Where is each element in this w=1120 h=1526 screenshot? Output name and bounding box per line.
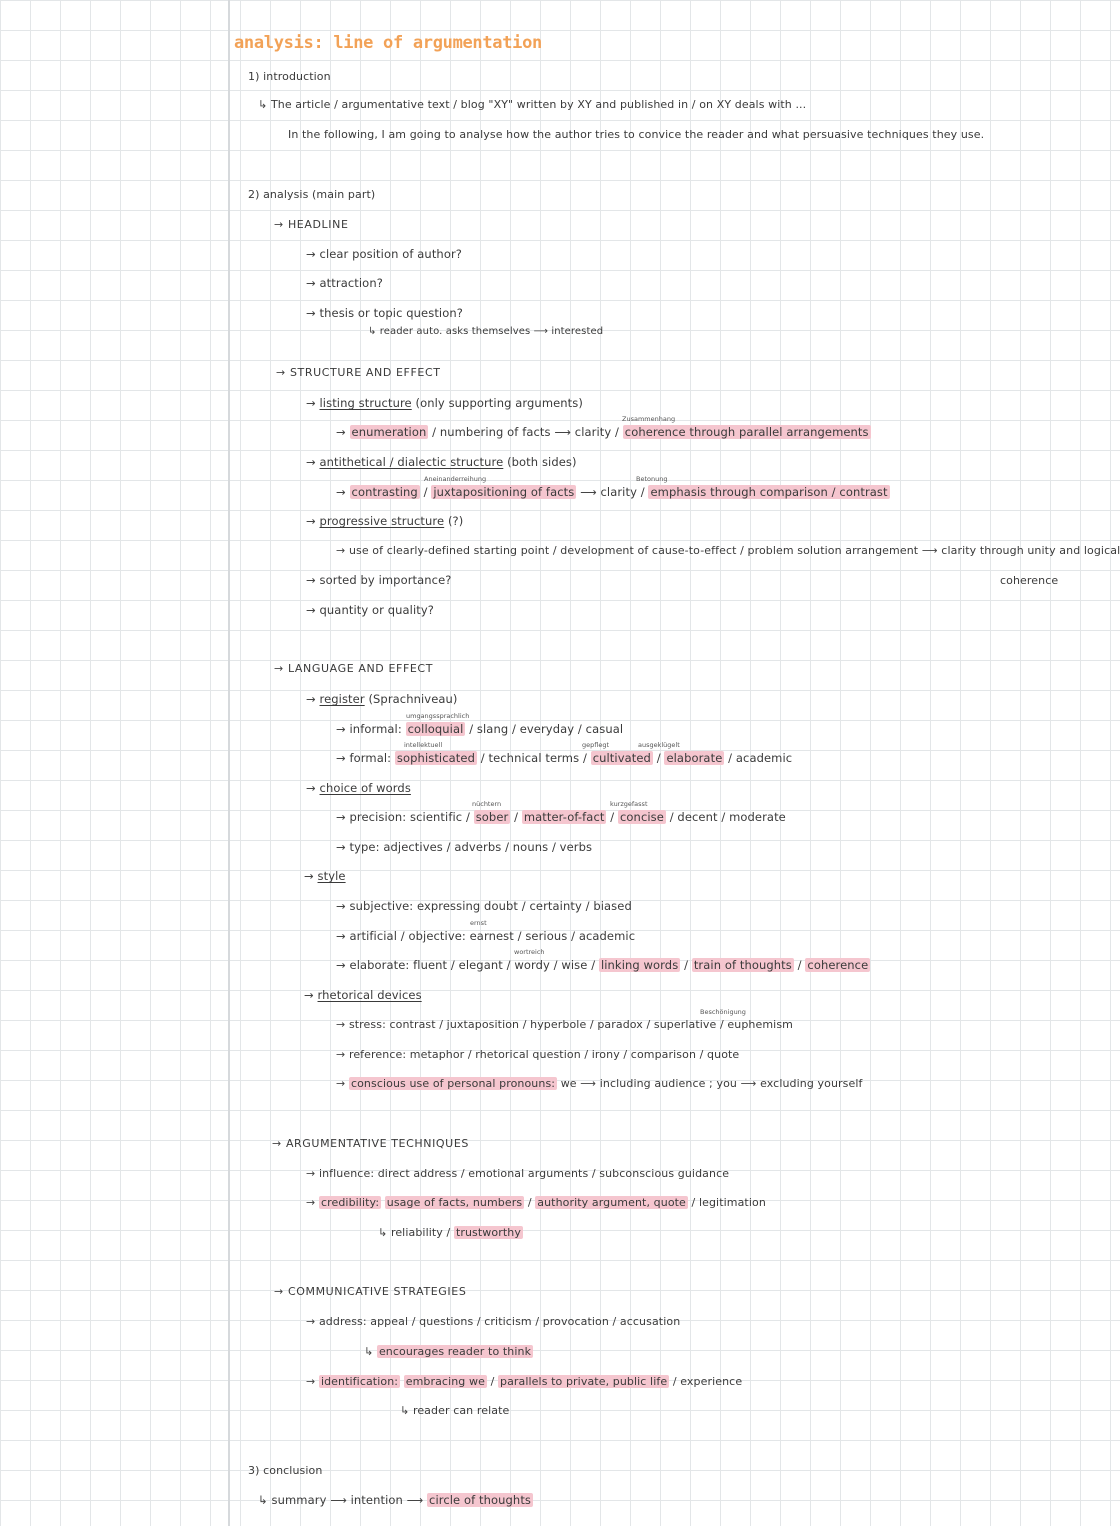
arrow-icon: → xyxy=(276,366,286,379)
highlight-encourages-reader: encourages reader to think xyxy=(378,1345,532,1358)
type-rest: adjectives / adverbs / nouns / verbs xyxy=(383,840,593,854)
artificial-text: artificial / objective: earnest / serious / academic xyxy=(349,929,636,943)
informal-label: informal: xyxy=(349,722,402,736)
section-heading-conclusion: 3) conclusion xyxy=(248,1464,323,1477)
excluding-yourself: excluding yourself xyxy=(760,1077,863,1090)
arrow-icon: → xyxy=(336,751,346,765)
highlight-authority-argument: authority argument, quote xyxy=(537,1196,686,1209)
identification-sub-line xyxy=(400,1402,509,1420)
quantity-line xyxy=(306,601,434,619)
antithetical-effect-line xyxy=(336,483,890,501)
register-formal-line xyxy=(336,749,792,767)
progressive-result: clarity through unity and logical xyxy=(941,544,1120,557)
progressive-paren: (?) xyxy=(447,514,464,528)
arrow-icon: → xyxy=(304,869,314,883)
progressive-text: use of clearly-defined starting point / development of cause-to-effect / problem solution arrangement xyxy=(348,544,919,557)
translation-note: intellektuell xyxy=(404,741,443,749)
arrow-icon: → xyxy=(336,810,346,824)
stress-line xyxy=(336,1016,793,1034)
section-heading-analysis: 2) analysis (main part) xyxy=(248,188,376,201)
argumentative-heading xyxy=(272,1135,469,1153)
arrow-icon: → xyxy=(304,988,314,1002)
highlight-matter-of-fact: matter-of-fact xyxy=(523,810,605,824)
language-label: LANGUAGE AND EFFECT xyxy=(287,662,434,675)
type-label: type: xyxy=(349,840,380,854)
hook-arrow-icon: ↳ xyxy=(400,1404,410,1417)
headline-item-text: clear position of author? xyxy=(319,247,462,261)
highlight-identification: identification: xyxy=(320,1375,399,1388)
progressive-effect-line xyxy=(336,542,1120,560)
long-arrow-icon: ⟶ xyxy=(580,1077,597,1090)
influence-text: influence: direct address / emotional arguments / subconscious guidance xyxy=(318,1167,730,1180)
translation-note: Zusammenhang xyxy=(622,415,676,423)
communicative-heading xyxy=(274,1283,466,1301)
highlight-credibility: credibility: xyxy=(320,1196,380,1209)
headline-sub-result: interested xyxy=(551,326,604,337)
choice-of-words-line xyxy=(306,779,411,797)
structure-heading xyxy=(276,364,441,382)
hook-arrow-icon: ↳ xyxy=(364,1345,374,1358)
subjective-line xyxy=(336,897,632,915)
listing-clarity: clarity / xyxy=(574,425,619,439)
arrow-icon: → xyxy=(306,396,316,410)
credibility-rest: / legitimation xyxy=(691,1196,766,1209)
precision-rest: / decent / moderate xyxy=(669,810,786,824)
pronoun-you: you xyxy=(716,1077,737,1090)
highlight-usage-of-facts: usage of facts, numbers xyxy=(386,1196,523,1209)
highlight-personal-pronouns: conscious use of personal pronouns: xyxy=(350,1077,556,1090)
arrow-icon: → xyxy=(306,1167,316,1180)
structure-label: STRUCTURE AND EFFECT xyxy=(289,366,441,379)
elaborate-text: elaborate: fluent / elegant / wordy / wise / xyxy=(349,958,596,972)
notebook-margin-line xyxy=(228,0,230,1526)
slash: / xyxy=(656,751,661,765)
intention-text: intention xyxy=(350,1493,403,1507)
summary-text: summary xyxy=(271,1493,327,1507)
translation-note: gepflegt xyxy=(582,741,610,749)
identification-line xyxy=(306,1373,742,1391)
highlight-sophisticated: sophisticated xyxy=(396,751,475,765)
sorted-text: sorted by importance? xyxy=(319,573,452,587)
arrow-icon: → xyxy=(306,603,316,617)
formal-mid: / technical terms / xyxy=(480,751,587,765)
headline-item xyxy=(306,274,383,292)
address-line xyxy=(306,1313,680,1331)
language-heading xyxy=(274,660,433,678)
page-title: analysis: line of argumentation xyxy=(234,33,542,53)
precision-label: precision: xyxy=(349,810,407,824)
slash: / xyxy=(490,1375,495,1388)
highlight-colloquial: colloquial xyxy=(407,722,464,736)
arrow-icon: → xyxy=(306,573,316,587)
highlight-coherence: coherence xyxy=(807,958,869,972)
long-arrow-icon: ⟶ xyxy=(554,425,571,439)
precision-line xyxy=(336,808,786,826)
rhetorical-devices-line xyxy=(304,986,422,1004)
section-heading-introduction: 1) introduction xyxy=(248,70,331,83)
translation-note: Aneinanderreihung xyxy=(424,475,487,483)
headline-item-text: thesis or topic question? xyxy=(319,306,463,320)
arrow-icon: → xyxy=(336,1048,346,1061)
hook-arrow-icon: ↳ xyxy=(258,98,268,111)
elaborate-line xyxy=(336,956,870,974)
register-paren: (Sprachniveau) xyxy=(368,692,458,706)
translation-note: Betonung xyxy=(636,475,668,483)
arrow-icon: → xyxy=(336,544,346,557)
headline-heading xyxy=(274,216,349,234)
arrow-icon: → xyxy=(336,1077,346,1090)
highlight-trustworthy: trustworthy xyxy=(455,1226,521,1239)
long-arrow-icon: ⟶ xyxy=(406,1493,424,1507)
headline-sub-text: reader auto. asks themselves xyxy=(379,326,531,337)
informal-rest: / slang / everyday / casual xyxy=(469,722,624,736)
type-line xyxy=(336,838,592,856)
listing-structure-paren: (only supporting arguments) xyxy=(415,396,583,410)
arrow-icon: → xyxy=(336,958,346,972)
headline-item xyxy=(306,304,463,322)
translation-note: Beschönigung xyxy=(700,1008,746,1016)
conclusion-line xyxy=(258,1491,533,1509)
formal-rest: / academic xyxy=(728,751,793,765)
style-title: style xyxy=(317,869,346,883)
arrow-icon: → xyxy=(274,218,284,231)
highlight-enumeration: enumeration xyxy=(351,425,427,439)
translation-note: nüchtern xyxy=(472,800,502,808)
including-audience: including audience ; xyxy=(599,1077,713,1090)
slash: / xyxy=(684,958,689,972)
arrow-icon: → xyxy=(336,840,346,854)
hook-arrow-icon: ↳ xyxy=(378,1226,388,1239)
arrow-icon: → xyxy=(306,1196,316,1209)
address-sub-line xyxy=(364,1343,533,1361)
precision-a: scientific / xyxy=(410,810,470,824)
headline-item-text: attraction? xyxy=(319,276,383,290)
translation-note: umgangssprachlich xyxy=(406,712,470,720)
hook-arrow-icon: ↳ xyxy=(258,1493,268,1507)
reliability-text: reliability / xyxy=(390,1226,451,1239)
register-line xyxy=(306,690,458,708)
artificial-line xyxy=(336,927,635,945)
slash: / xyxy=(527,1196,532,1209)
highlight-circle-of-thoughts: circle of thoughts xyxy=(429,1493,532,1507)
influence-line xyxy=(306,1165,729,1183)
slash: / xyxy=(610,810,615,824)
translation-note: ernst xyxy=(470,919,487,927)
arrow-icon: → xyxy=(336,425,346,439)
arrow-icon: → xyxy=(306,781,316,795)
listing-mid: / numbering of facts xyxy=(432,425,551,439)
arrow-icon: → xyxy=(306,306,316,320)
register-informal-line xyxy=(336,720,623,738)
highlight-concise: concise xyxy=(620,810,664,824)
arrow-icon: → xyxy=(306,455,316,469)
translation-note: ausgeklügelt xyxy=(638,741,680,749)
highlight-parallels: parallels to private, public life xyxy=(499,1375,668,1388)
highlight-cultivated: cultivated xyxy=(592,751,651,765)
rhetorical-title: rhetorical devices xyxy=(317,988,422,1002)
sorted-line xyxy=(306,571,451,589)
arrow-icon: → xyxy=(272,1137,282,1150)
arrow-icon: → xyxy=(274,662,284,675)
antithetical-title: antithetical / dialectic structure xyxy=(319,455,504,469)
communicative-label: COMMUNICATIVE STRATEGIES xyxy=(287,1285,467,1298)
listing-structure-line xyxy=(306,394,583,412)
highlight-emphasis: emphasis through comparison / contrast xyxy=(650,485,888,499)
highlight-juxtapositioning: juxtapositioning of facts xyxy=(433,485,575,499)
pronouns-line xyxy=(336,1075,863,1093)
arrow-icon: → xyxy=(306,247,316,261)
style-line xyxy=(304,867,346,885)
long-arrow-icon: ⟶ xyxy=(921,544,938,557)
intro-text-1: The article / argumentative text / blog "XY" written by XY and published in / on XY deals with ... xyxy=(270,98,807,111)
arrow-icon: → xyxy=(336,722,346,736)
intro-line-2: In the following, I am going to analyse how the author tries to convice the reader and what persuasive techniques they use. xyxy=(288,128,985,141)
argumentative-label: ARGUMENTATIVE TECHNIQUES xyxy=(285,1137,469,1150)
reference-line xyxy=(336,1046,739,1064)
arrow-icon: → xyxy=(336,899,346,913)
arrow-icon: → xyxy=(306,276,316,290)
arrow-icon: → xyxy=(306,1315,316,1328)
arrow-icon: → xyxy=(306,514,316,528)
arrow-icon: → xyxy=(306,1375,316,1388)
choice-title: choice of words xyxy=(319,781,411,795)
arrow-icon: → xyxy=(336,1018,346,1031)
quantity-text: quantity or quality? xyxy=(319,603,434,617)
progressive-result-cont: coherence xyxy=(1000,574,1059,587)
translation-note: kurzgefasst xyxy=(610,800,648,808)
address-text: address: appeal / questions / criticism / provocation / accusation xyxy=(318,1315,681,1328)
identification-rest: / experience xyxy=(672,1375,743,1388)
pronoun-we: we xyxy=(560,1077,577,1090)
highlight-contrasting: contrasting xyxy=(351,485,418,499)
stress-text: stress: contrast / juxtaposition / hyperbole / paradox / superlative / euphemism xyxy=(348,1018,793,1031)
hook-arrow-icon: ↳ xyxy=(368,326,377,337)
headline-item xyxy=(306,245,462,263)
headline-label: HEADLINE xyxy=(287,218,349,231)
slash: / xyxy=(423,485,428,499)
register-title: register xyxy=(319,692,365,706)
arrow-icon: → xyxy=(336,485,346,499)
long-arrow-icon: ⟶ xyxy=(330,1493,347,1507)
subjective-text: subjective: expressing doubt / certainty / biased xyxy=(349,899,632,913)
progressive-structure-line xyxy=(306,512,463,530)
highlight-elaborate: elaborate xyxy=(666,751,723,765)
long-arrow-icon: ⟶ xyxy=(533,326,549,337)
arrow-icon: → xyxy=(306,692,316,706)
listing-effect-line xyxy=(336,423,871,441)
highlight-sober: sober xyxy=(475,810,509,824)
highlight-train-of-thoughts: train of thoughts xyxy=(693,958,792,972)
arrow-icon: → xyxy=(274,1285,284,1298)
highlight-coherence: coherence through parallel arrangements xyxy=(624,425,869,439)
intro-line-1 xyxy=(258,96,806,114)
highlight-linking-words: linking words xyxy=(600,958,679,972)
antithetical-clarity: clarity / xyxy=(600,485,645,499)
credibility-line xyxy=(306,1194,766,1212)
formal-label: formal: xyxy=(349,751,392,765)
translation-note: wortreich xyxy=(514,948,545,956)
long-arrow-icon: ⟶ xyxy=(580,485,597,499)
slash: / xyxy=(514,810,519,824)
reference-text: reference: metaphor / rhetorical question / irony / comparison / quote xyxy=(348,1048,740,1061)
antithetical-structure-line xyxy=(306,453,577,471)
highlight-embracing-we: embracing we xyxy=(405,1375,485,1388)
antithetical-paren: (both sides) xyxy=(507,455,577,469)
arrow-icon: → xyxy=(336,929,346,943)
headline-sub-line xyxy=(368,323,603,341)
long-arrow-icon: ⟶ xyxy=(740,1077,757,1090)
progressive-title: progressive structure xyxy=(319,514,445,528)
slash: / xyxy=(797,958,802,972)
credibility-sub-line xyxy=(378,1224,523,1242)
listing-structure-title: listing structure xyxy=(319,396,412,410)
reader-can-relate: reader can relate xyxy=(412,1404,510,1417)
